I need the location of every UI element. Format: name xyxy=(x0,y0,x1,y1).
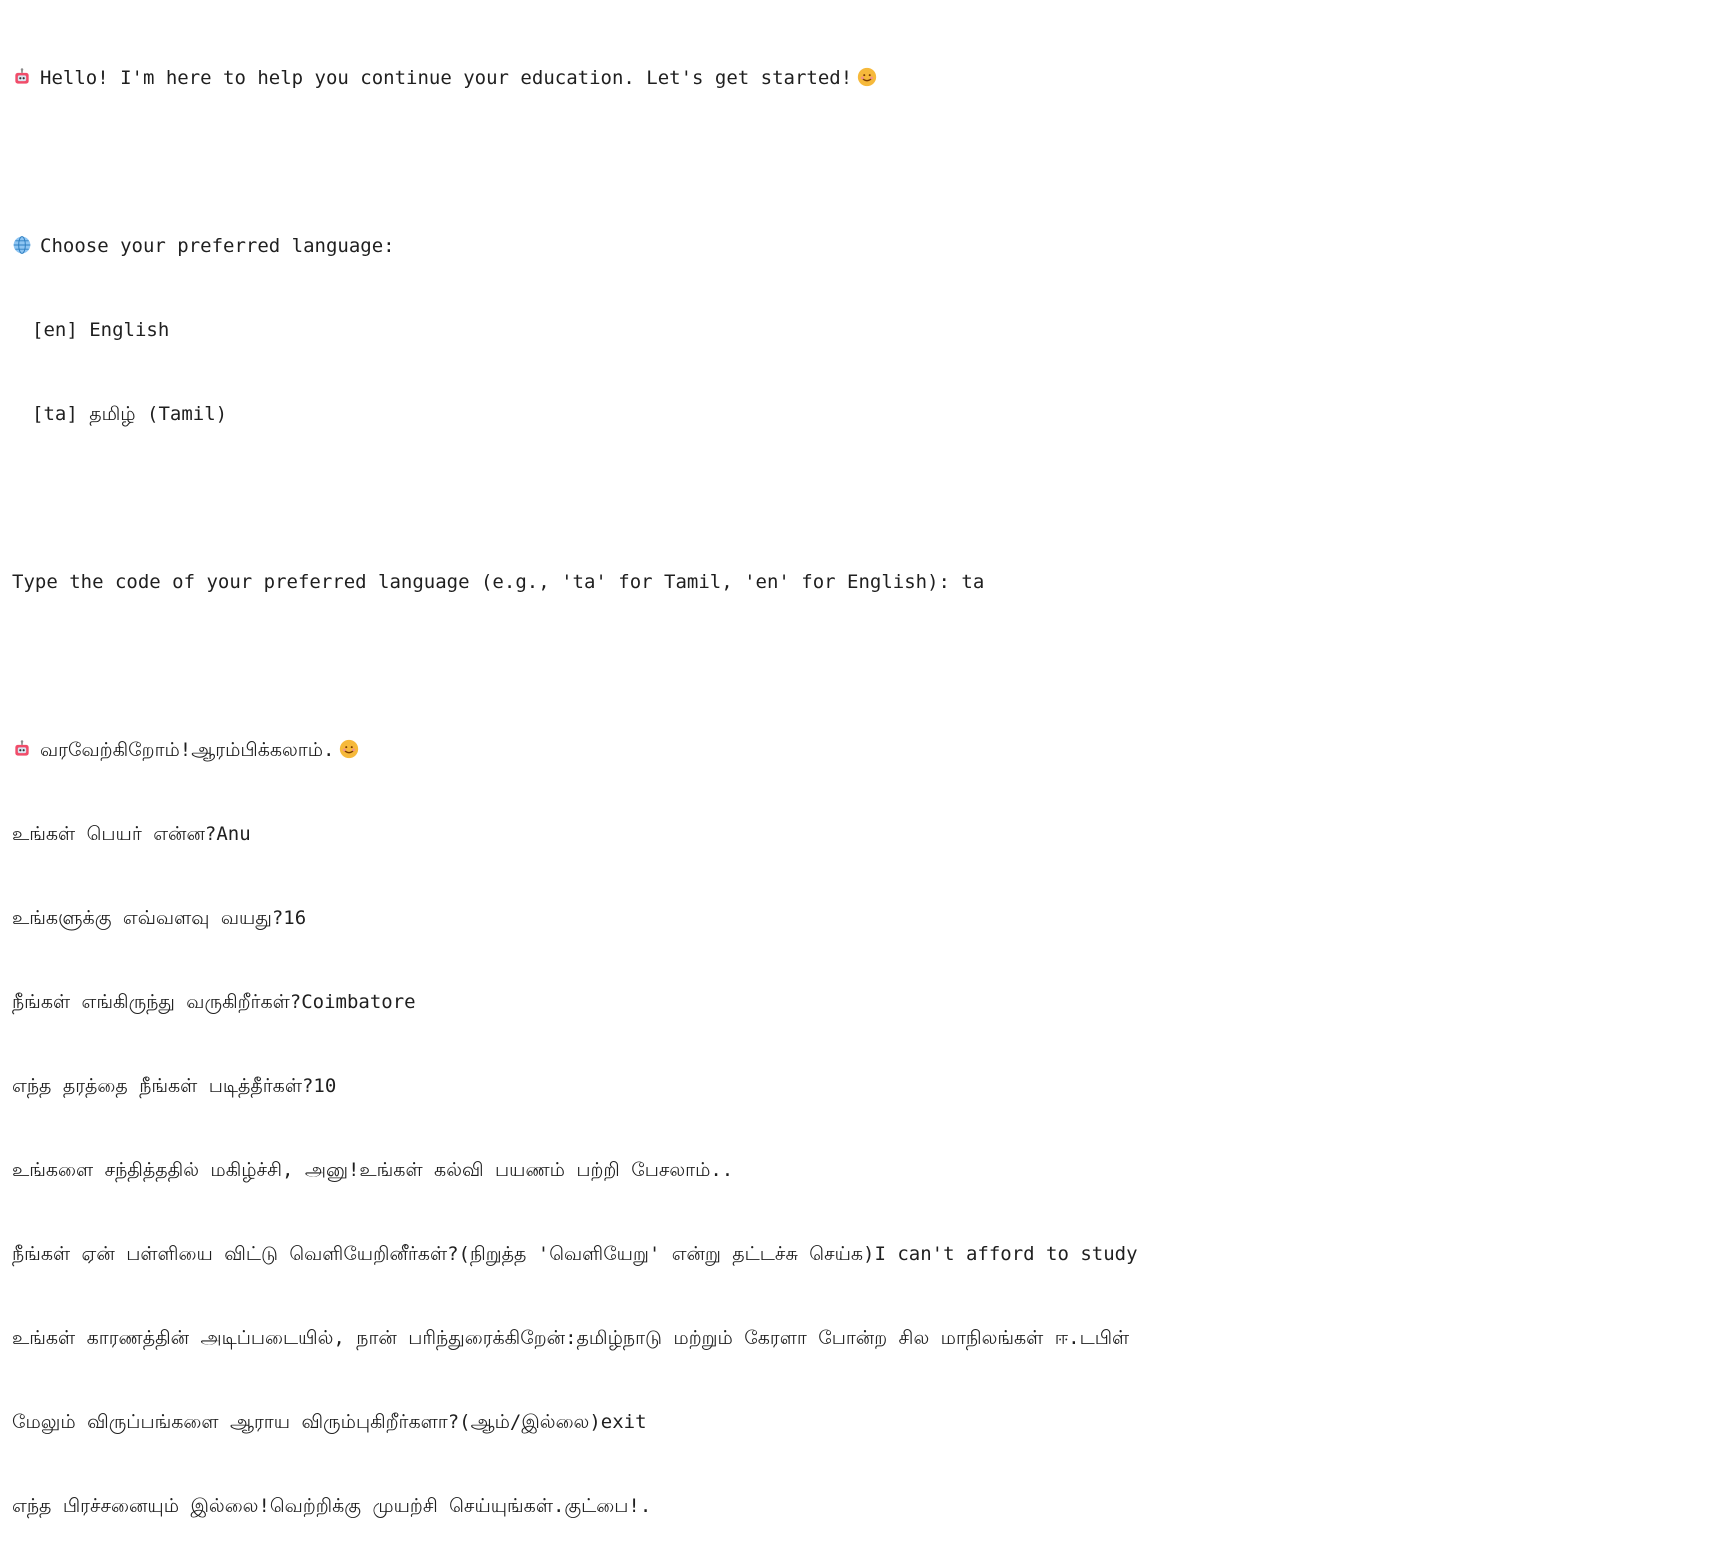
dialogue-line: உங்கள் பெயர் என்ன?Anu xyxy=(12,823,251,845)
tamil-welcome-text: வரவேற்கிறோம்!ஆரம்பிக்கலாம். xyxy=(40,739,335,761)
globe-icon xyxy=(12,235,32,255)
language-option-en: [en] English xyxy=(32,319,170,341)
dialogue-line: உங்களுக்கு எவ்வளவு வயது?16 xyxy=(12,907,307,929)
spacer xyxy=(12,652,1710,680)
choose-language-text: Choose your preferred language: xyxy=(40,235,395,257)
language-option-ta: [ta] தமிழ் (Tamil) xyxy=(32,403,228,425)
tamil-welcome-line xyxy=(12,736,1710,764)
dialogue-line: எந்த பிரச்சனையும் இல்லை!வெற்றிக்கு முயற்சி செய்யுங்கள்.குட்பை!. xyxy=(12,1495,652,1517)
dialogue-line: மேலும் விருப்பங்களை ஆராய விரும்புகிறீர்களா?(ஆம்/இல்லை)exit xyxy=(12,1411,647,1433)
terminal-output xyxy=(12,8,1710,1548)
smile-emoji-icon xyxy=(338,738,360,760)
dialogue-line: உங்கள் காரணத்தின் அடிப்படையில், நான் பரிந்துரைக்கிறேன்:தமிழ்நாடு மற்றும் கேரளா போன்ற சில மாநிலங்கள் ஈ.டபிள் xyxy=(12,1327,1130,1349)
spacer xyxy=(12,148,1710,176)
dialogue-line: நீங்கள் எங்கிருந்து வருகிறீர்கள்?Coimbatore xyxy=(12,991,416,1013)
smile-emoji-icon xyxy=(856,66,878,88)
dialogue-line: நீங்கள் ஏன் பள்ளியை விட்டு வெளியேறினீர்கள்?(நிறுத்த 'வெளியேறு' என்று தட்டச்சு செய்க)I can't afford to study xyxy=(12,1243,1138,1265)
spacer xyxy=(12,484,1710,512)
dialogue-line: உங்களை சந்தித்ததில் மகிழ்ச்சி, அனு!உங்கள் கல்வி பயணம் பற்றி பேசலாம்.. xyxy=(12,1159,734,1181)
language-prompt: Type the code of your preferred language (e.g., 'ta' for Tamil, 'en' for English): ta xyxy=(12,571,985,593)
language-heading xyxy=(12,232,1710,260)
robot-icon xyxy=(12,67,32,87)
greeting-text: Hello! I'm here to help you continue your education. Let's get started! xyxy=(40,67,853,89)
dialogue-line: எந்த தரத்தை நீங்கள் படித்தீர்கள்?10 xyxy=(12,1075,337,1097)
greeting-line xyxy=(12,64,1710,92)
robot-icon xyxy=(12,739,32,759)
